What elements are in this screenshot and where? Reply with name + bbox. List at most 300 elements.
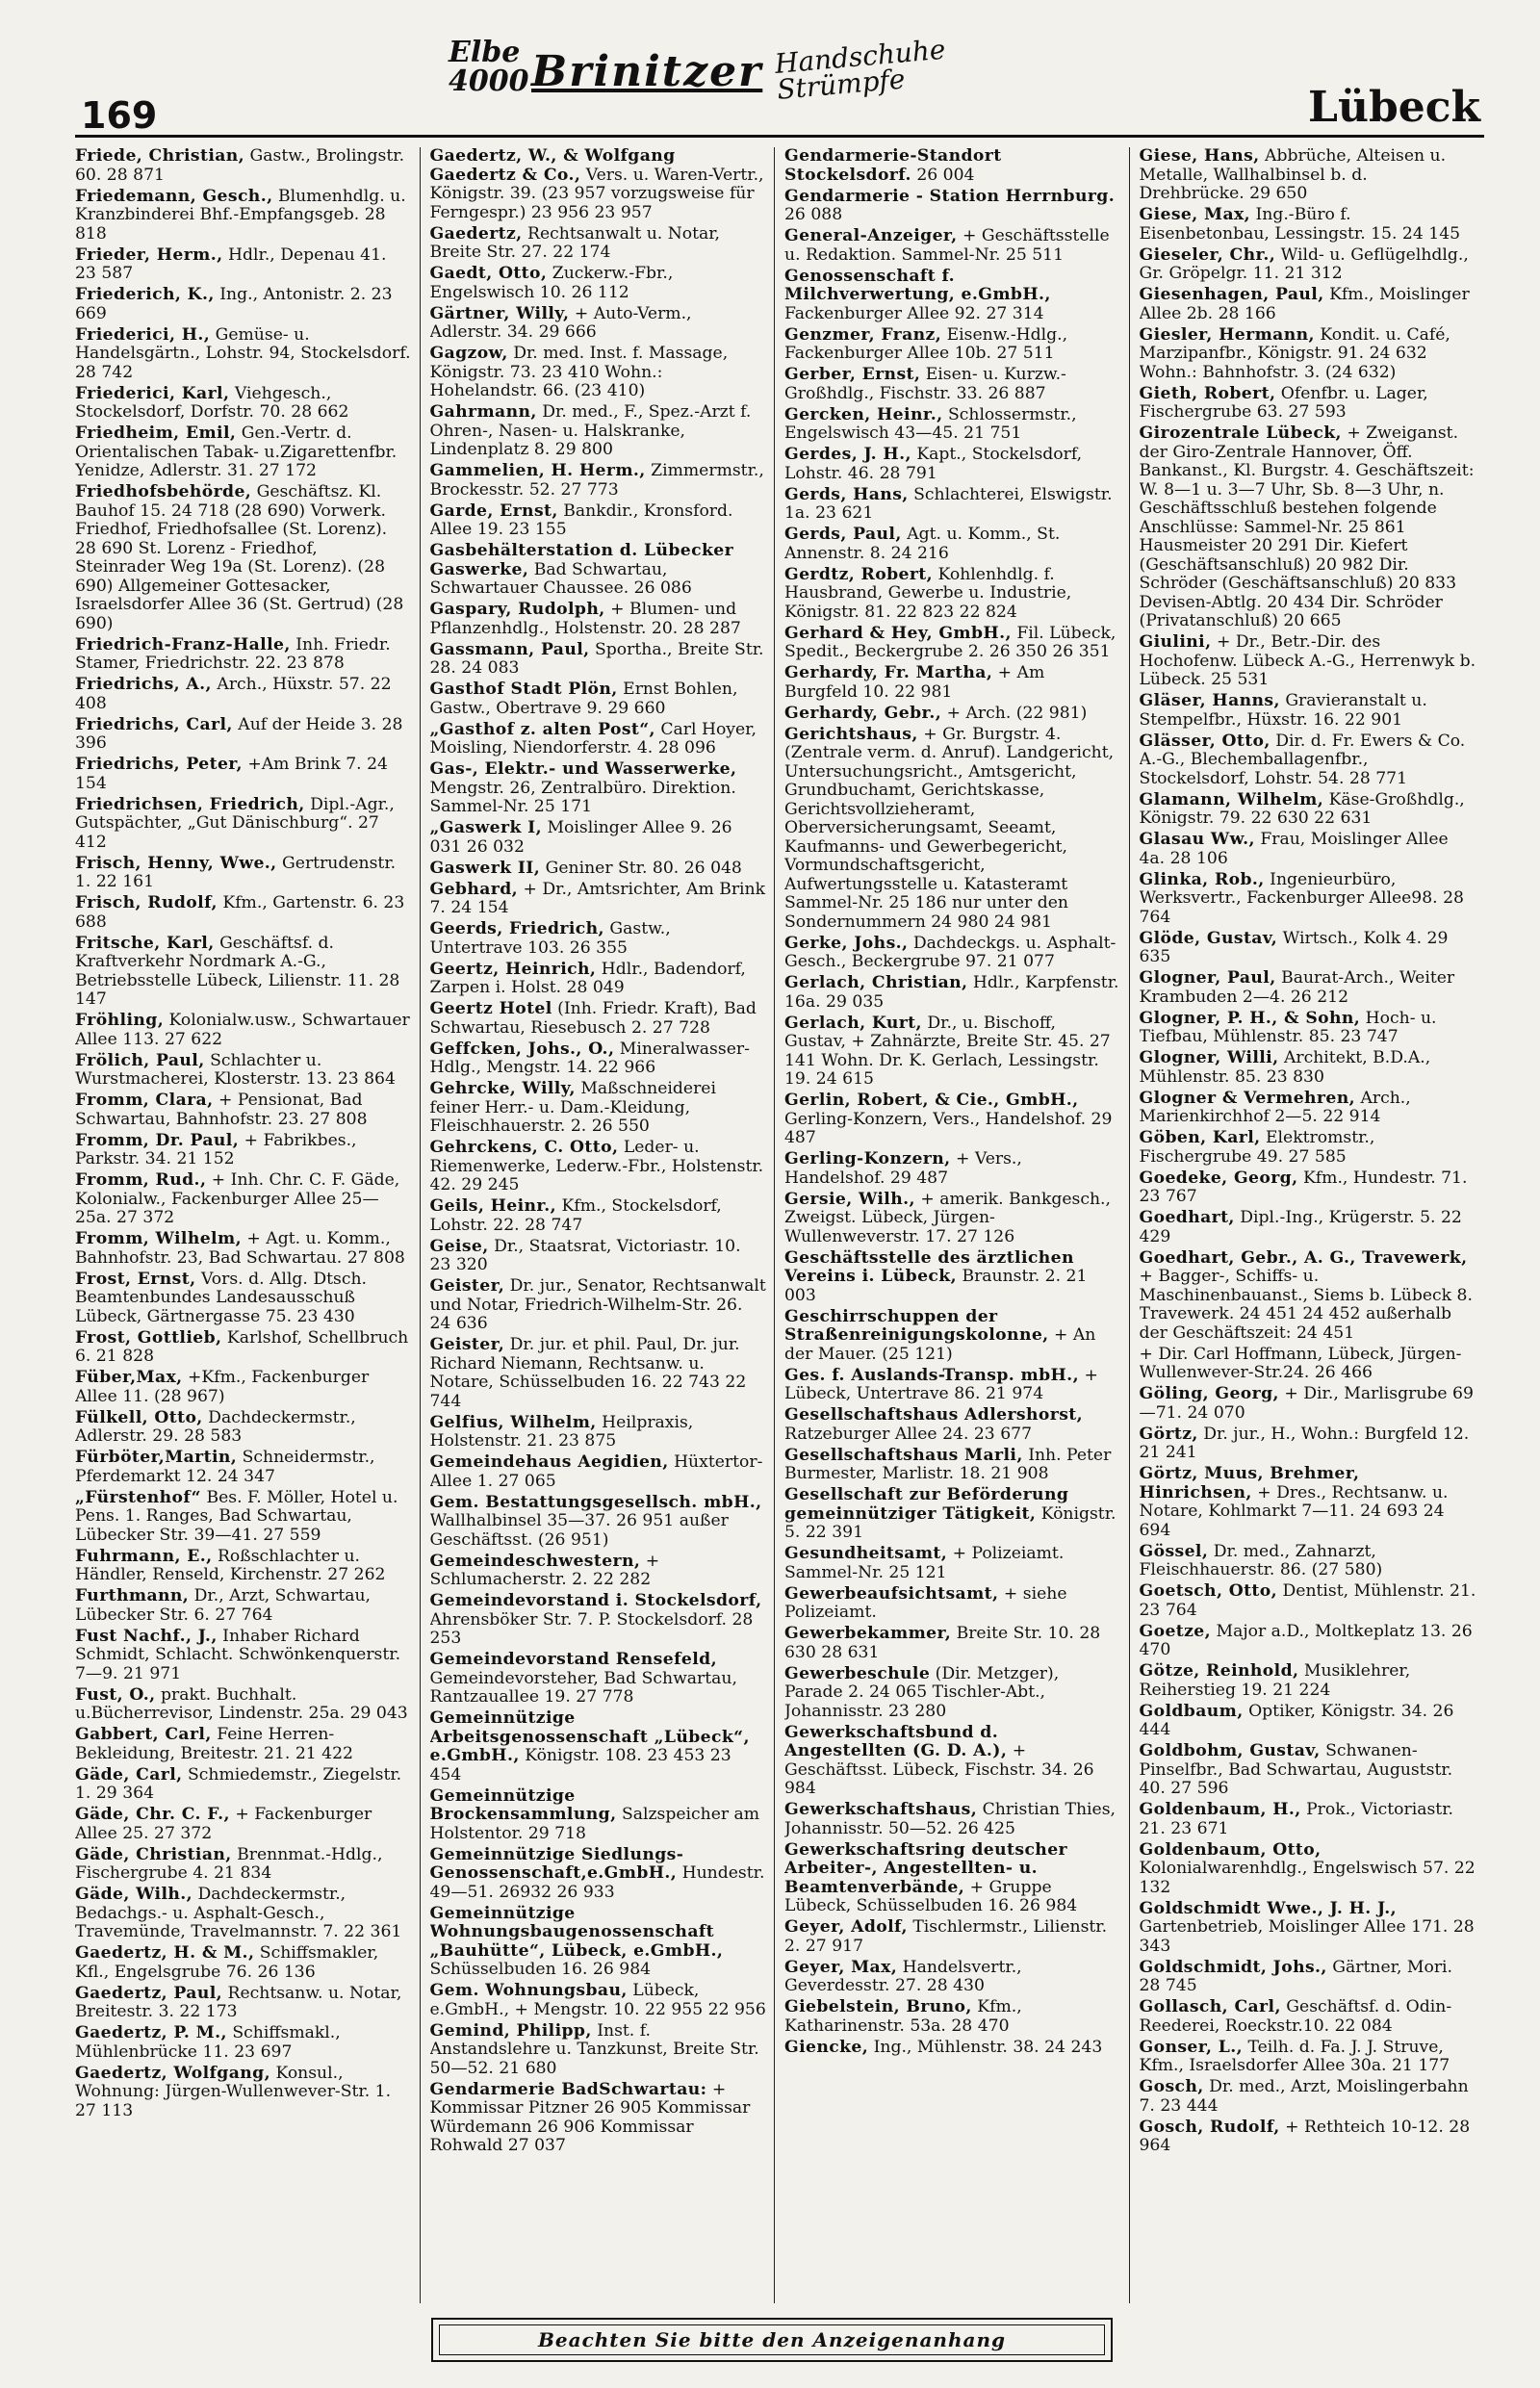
entry-details: Königstr. 5. 22 391: [784, 1503, 1116, 1542]
directory-entry: [430, 760, 767, 817]
entry-name: Gaedt, Otto,: [429, 264, 548, 283]
entry-details: Schmiedemstr., Ziegelstr. 1. 29 364: [75, 1764, 402, 1803]
entry-details: Gemüse- u. Handelsgärtn., Lohstr. 94, Stockelsdorf. 28 742: [75, 324, 411, 382]
entry-name: Gieth, Robert,: [1139, 383, 1276, 403]
entry-name: Gas-, Elektr.- und Wasserwerke,: [429, 759, 737, 779]
entry-name: Friedrichs, Carl,: [75, 714, 233, 734]
directory-entry: [1140, 1049, 1477, 1087]
entry-details: Inh. Peter Burmester, Marlistr. 18. 21 908: [784, 1445, 1112, 1483]
entry-name: Friedrichsen, Friedrich,: [75, 794, 305, 814]
entry-details: + Inh. Chr. C. F. Gäde, Kolonialw., Fackenburger Allee 25—25a. 27 372: [75, 1170, 400, 1227]
entry-name: Gesellschaftshaus Marli,: [784, 1445, 1023, 1465]
directory-entry: [784, 1367, 1121, 1404]
directory-entry: [784, 974, 1121, 1012]
entry-name: Glasau Ww.,: [1139, 830, 1255, 849]
directory-entry: [784, 446, 1121, 483]
entry-details: Frau, Moislinger Allee 4a. 28 106: [1139, 830, 1449, 868]
entry-details: Salzspeicher am Holstentor. 29 718: [429, 1805, 760, 1843]
entry-name: Gabbert, Carl,: [75, 1725, 212, 1744]
directory-entry: [1140, 1346, 1477, 1383]
entry-name: Friede, Christian,: [75, 147, 245, 166]
directory-entry: [75, 424, 412, 481]
directory-entry: [75, 326, 412, 383]
entry-name: Girozentrale Lübeck,: [1139, 424, 1342, 443]
entry-name: Gesellschaftshaus Adlershorst,: [784, 1405, 1084, 1425]
entry-details: Dr. jur., Senator, Rechtsanwalt und Notar, Friedrich-Wilhelm-Str. 26. 24 636: [429, 1276, 766, 1333]
entry-details: Moislinger Allee 9. 26 031 26 032: [429, 818, 732, 857]
entry-details: Musiklehrer, Reiherstieg 19. 21 224: [1139, 1661, 1411, 1700]
entry-name: Geertz, Heinrich,: [429, 959, 597, 979]
entry-details: + Gr. Burgstr. 4. (Zentrale verm. d. Anruf). Landgericht, Untersuchungsricht., Amtsgericht, Grundbuchamt, Gerichtskasse, Gerichtsvollzieheramt, Oberversicherungsamt, Seeamt, Kaufmanns- und Gewerbegericht, Vormundschaftsgericht, Aufwertungsstelle u. Katasteramt Sammel-Nr. 25 186 nur unter den Sondernummern 24 980 24 981: [784, 724, 1115, 932]
entry-name: Friederich, K.,: [75, 285, 215, 304]
entry-name: Gollasch, Carl,: [1139, 1997, 1281, 2016]
directory-entry: [1140, 1010, 1477, 1047]
entry-name: Gasthof Stadt Plön,: [429, 680, 618, 699]
entry-details: + Agt. u. Komm., Bahnhofstr. 23, Bad Schwartau. 27 808: [75, 1229, 405, 1268]
entry-name: Gärtner, Willy,: [429, 303, 570, 323]
entry-details: Hdlr., Depenau 41. 23 587: [75, 244, 387, 283]
directory-entry: [430, 1982, 767, 2019]
entry-name: Gerhardy, Fr. Martha,: [784, 663, 993, 682]
entry-details: Dr. med., Zahnarzt, Fleischhauerstr. 86. (27 580): [1139, 1541, 1383, 1579]
entry-name: Goldschmidt Wwe., J. H. J.,: [1139, 1898, 1398, 1918]
directory-entry: [784, 1998, 1121, 2036]
entry-details: Wirtsch., Kolk 4. 29 635: [1139, 928, 1449, 966]
directory-entry: [75, 1091, 412, 1129]
directory-entry: [1140, 1465, 1477, 1540]
entry-details: Bankdir., Kronsford. Allee 19. 23 155: [429, 501, 733, 539]
entry-name: Gendarmerie-Standort Stockelsdorf.: [784, 147, 1002, 185]
directory-entry: [784, 1585, 1121, 1623]
entry-details: Kolonialw.usw., Schwartauer Allee 113. 27 622: [75, 1011, 410, 1049]
directory-entry: [75, 1052, 412, 1090]
directory-entry: [75, 716, 412, 754]
entry-name: Gelfius, Wilhelm,: [429, 1412, 597, 1432]
directory-columns: [75, 147, 1484, 2303]
entry-details: + Dir., Marlisgrube 69—71. 24 070: [1139, 1384, 1474, 1423]
entry-name: Goldbohm, Gustav,: [1139, 1741, 1321, 1760]
directory-entry: [75, 2065, 412, 2121]
entry-name: Friedrich-Franz-Halle,: [75, 634, 291, 655]
directory-entry: [784, 1665, 1121, 1722]
entry-name: Gaedertz, W., & Wolfgang Gaedertz & Co.,: [429, 147, 676, 185]
directory-entry: [784, 188, 1121, 225]
entry-name: Genzmer, Franz,: [784, 324, 942, 345]
entry-name: Fromm, Wilhelm,: [75, 1229, 242, 1248]
directory-entry: [430, 819, 767, 857]
entry-details: Geniner Str. 80. 26 048: [545, 858, 742, 878]
directory-entry: [784, 566, 1121, 623]
entry-name: General-Anzeiger,: [784, 226, 958, 245]
directory-entry: [784, 726, 1121, 933]
entry-details: + amerik. Bankgesch., Zweigst. Lübeck, Jürgen-Wullenweverstr. 17. 27 126: [784, 1189, 1111, 1246]
directory-entry: [430, 721, 767, 758]
entry-name: Gerdes, J. H.,: [784, 445, 911, 464]
entry-name: Gemeindeschwestern,: [429, 1551, 641, 1571]
directory-entry: [784, 326, 1121, 364]
entry-name: Gäde, Carl,: [75, 1764, 183, 1785]
directory-column: [430, 147, 776, 2303]
entry-name: Geschirrschuppen der Straßenreinigungskolonne,: [784, 1306, 1049, 1345]
entry-name: Glässer, Otto,: [1139, 731, 1270, 751]
entry-name: „Fürstenhof“: [75, 1487, 201, 1507]
entry-name: Gesellschaft zur Beförderung gemeinnütziger Tätigkeit,: [784, 1485, 1069, 1524]
entry-details: + Schlumacherstr. 2. 22 282: [429, 1551, 660, 1589]
entry-details: + Auto-Verm., Adlerstr. 34. 29 666: [429, 303, 692, 342]
directory-entry: [1140, 1129, 1477, 1167]
directory-entry: [1140, 692, 1477, 730]
directory-entry: [430, 1494, 767, 1551]
entry-details: Ofenfbr. u. Lager, Fischergrube 63. 27 593: [1139, 383, 1428, 422]
entry-name: Gagzow,: [429, 344, 508, 363]
entry-details: Schiffsmakl., Mühlenbrücke 11. 23 697: [75, 2023, 341, 2062]
entry-details: (Inh. Friedr. Kraft), Bad Schwartau, Riesebusch 2. 27 728: [429, 999, 757, 1038]
entry-name: Gercken, Heinr.,: [784, 404, 943, 424]
entry-details: Dentist, Mühlenstr. 21. 23 764: [1139, 1581, 1476, 1620]
entry-details: Ing., Mühlenstr. 38. 24 243: [873, 2037, 1103, 2057]
entry-details: Geschäftsf. d. Odin-Reederei, Roeckstr.10. 22 084: [1139, 1997, 1452, 2036]
directory-entry: [784, 625, 1121, 662]
directory-entry: [75, 636, 412, 674]
directory-entry: [1140, 246, 1477, 284]
entry-name: Gemeinnützige Arbeitsgenossenschaft „Lübeck“, e.GmbH.,: [429, 1708, 750, 1765]
entry-name: Geerds, Friedrich,: [429, 919, 604, 938]
directory-entry: [784, 147, 1121, 185]
entry-details: Dr., u. Bischoff, Gustav, + Zahnärzte, Breite Str. 45. 27 141 Wohn. Dr. K. Gerlach, Lessingstr. 19. 24 615: [784, 1013, 1111, 1089]
entry-name: Gaedertz, Wolfgang,: [75, 2063, 270, 2083]
entry-details: Hdlr., Karpfenstr. 16a. 29 035: [784, 973, 1119, 1012]
entry-details: Leder- u. Riemenwerke, Lederw.-Fbr., Holstenstr. 42. 29 245: [429, 1138, 764, 1194]
entry-details: Inst. f. Anstandslehre u. Tanzkunst, Breite Str. 50—52. 21 680: [429, 2020, 759, 2078]
directory-entry: [430, 542, 767, 599]
entry-name: Gewerbeaufsichtsamt,: [784, 1583, 999, 1604]
entry-details: Eisenw.-Hdlg., Fackenburger Allee 10b. 27 511: [784, 324, 1068, 363]
entry-details: prakt. Buchhalt. u.Bücherrevisor, Lindenstr. 25a. 29 043: [75, 1684, 408, 1723]
entry-name: Frisch, Henny, Wwe.,: [75, 853, 277, 873]
entry-details: + Vers., Handelshof. 29 487: [784, 1149, 1022, 1188]
entry-name: „Gaswerk I,: [429, 818, 542, 837]
entry-details: Brennmat.-Hdlg., Fischergrube 4. 21 834: [75, 1844, 383, 1883]
directory-entry: [75, 1369, 412, 1406]
entry-name: Göling, Georg,: [1139, 1384, 1279, 1403]
entry-name: Gehrcke, Willy,: [429, 1079, 576, 1098]
directory-entry: [430, 1905, 767, 1980]
directory-entry: [1140, 1998, 1477, 2036]
entry-details: + Bagger-, Schiffs- u. Maschinenbauanst., Siems b. Lübeck 8. Travewerk. 24 451 24 452 außerhalb der Geschäftszeit: 24 451: [1139, 1267, 1473, 1343]
entry-details: Dachdeckgs. u. Asphalt-Gesch., Beckergrube 97. 21 077: [784, 933, 1116, 971]
entry-name: Gersie, Wilh.,: [784, 1189, 915, 1209]
entry-name: Giulini,: [1139, 632, 1212, 652]
directory-entry: [1140, 1249, 1477, 1344]
directory-entry: [430, 1592, 767, 1649]
entry-name: Glinka, Rob.,: [1139, 869, 1265, 889]
entry-details: Schneidermstr., Pferdemarkt 12. 24 347: [75, 1448, 375, 1486]
entry-details: + Fabrikbes., Parkstr. 34. 21 152: [75, 1130, 357, 1168]
directory-entry: [1140, 1582, 1477, 1620]
directory-entry: [75, 676, 412, 713]
entry-details: Schwanen-Pinselfbr., Bad Schwartau, Auguststr. 40. 27 596: [1139, 1741, 1453, 1798]
entry-details: Major a.D., Moltkeplatz 13. 26 470: [1139, 1621, 1473, 1659]
entry-name: Glamann, Wilhelm,: [1139, 789, 1324, 809]
directory-entry: [430, 1651, 767, 1708]
directory-entry: [1140, 2039, 1477, 2076]
entry-details: Gertrudenstr. 1. 22 161: [75, 853, 397, 891]
entry-name: Gerhard & Hey, GmbH.,: [784, 623, 1012, 643]
directory-entry: [75, 1726, 412, 1763]
directory-entry: [1140, 969, 1477, 1007]
entry-name: Gaedertz, P. M.,: [75, 2023, 227, 2042]
directory-entry: [1140, 871, 1477, 928]
directory-entry: [784, 1308, 1121, 1365]
footer-notice: [431, 2318, 1113, 2362]
entry-name: Geister,: [429, 1335, 505, 1354]
entry-name: Gem. Bestattungsgesellsch. mbH.,: [429, 1492, 762, 1512]
entry-name: Gewerkschaftsring deutscher Arbeiter-, Angestellten- u. Beamtenverbände,: [784, 1839, 1067, 1897]
directory-entry: [430, 1197, 767, 1235]
entry-details: +Am Brink 7. 24 154: [75, 755, 388, 793]
directory-entry: [430, 1553, 767, 1590]
entry-name: Goetsch, Otto,: [1139, 1581, 1278, 1601]
entry-details: Sportha., Breite Str. 28. 24 083: [429, 639, 764, 678]
directory-entry: [430, 1040, 767, 1078]
entry-name: Gewerkschaftshaus,: [784, 1800, 978, 1819]
entry-details: + Arch. (22 981): [946, 703, 1088, 723]
entry-name: Frost, Ernst,: [75, 1269, 196, 1289]
directory-entry: [430, 860, 767, 879]
entry-name: Gläser, Hanns,: [1139, 691, 1280, 710]
directory-entry: [430, 1846, 767, 1903]
entry-name: Gahrmann,: [429, 402, 537, 422]
entry-name: Gerds, Paul,: [784, 525, 902, 544]
entry-name: Gaswerk II,: [429, 858, 541, 878]
directory-entry: [75, 1886, 412, 1942]
directory-entry: [75, 1587, 412, 1625]
city-title: Lübeck: [1308, 83, 1480, 132]
directory-entry: [784, 1447, 1121, 1484]
entry-name: „Gasthof z. alten Post“,: [429, 719, 655, 739]
directory-entry: [430, 1277, 767, 1334]
entry-details: + An der Mauer. (25 121): [784, 1325, 1096, 1364]
entry-details: Inh. Friedr. Stamer, Friedrichstr. 22. 23 878: [75, 634, 391, 673]
entry-details: Feine Herren-Bekleidung, Breitestr. 21. 21 422: [75, 1725, 353, 1763]
entry-name: Gerichtshaus,: [784, 724, 918, 744]
entry-name: Fürböter,Martin,: [75, 1448, 238, 1467]
entry-details: Bad Schwartau, Schwartauer Chaussee. 26 086: [429, 559, 692, 598]
entry-details: Dipl.-Ing., Krügerstr. 5. 22 429: [1139, 1208, 1462, 1246]
entry-name: Goldbaum,: [1139, 1701, 1244, 1721]
entry-name: Fust Nachf., J.,: [75, 1626, 218, 1646]
entry-details: Maßschneiderei feiner Herr.- u. Dam.-Kleidung, Fleischhauerstr. 2. 26 550: [429, 1079, 716, 1136]
directory-entry: [1140, 1662, 1477, 1700]
entry-details: Breite Str. 10. 28 630 28 631: [784, 1624, 1101, 1662]
entry-details: Agt. u. Komm., St. Annenstr. 8. 24 216: [784, 525, 1061, 563]
directory-entry: [1140, 1623, 1477, 1660]
directory-entry: [784, 1150, 1121, 1188]
entry-name: Gerds, Hans,: [784, 484, 909, 504]
entry-details: Prok., Victoriastr. 21. 23 671: [1139, 1800, 1454, 1838]
directory-entry: [430, 641, 767, 679]
entry-details: Ahrensböker Str. 7. P. Stockelsdorf. 28 253: [429, 1609, 754, 1648]
entry-details: 26 088: [784, 205, 843, 224]
entry-name: Füber,Max,: [75, 1368, 183, 1387]
entry-name: Geyer, Max,: [784, 1957, 898, 1977]
directory-entry: [75, 385, 412, 423]
entry-details: Kapt., Stockelsdorf, Lohstr. 46. 28 791: [784, 445, 1083, 483]
entry-name: Frieder, Herm.,: [75, 244, 223, 265]
entry-name: Gaedertz, H. & M.,: [75, 1943, 255, 1963]
entry-details: Ingenieurbüro, Werksvertr., Fackenburger Allee98. 28 764: [1139, 869, 1464, 927]
directory-entry: [75, 1449, 412, 1486]
entry-details: Mineralwasser-Hdlg., Mengstr. 14. 22 966: [429, 1039, 750, 1077]
entry-details: + Pensionat, Bad Schwartau, Bahnhofstr. 23. 27 808: [75, 1091, 368, 1129]
directory-entry: [75, 246, 412, 284]
directory-entry: [1140, 633, 1477, 690]
entry-details: Hundestr. 49—51. 26932 26 933: [429, 1863, 765, 1902]
entry-name: Gewerbekammer,: [784, 1624, 952, 1643]
directory-entry: [1140, 831, 1477, 868]
entry-details: Optiker, Königstr. 34. 26 444: [1139, 1701, 1454, 1739]
directory-entry: [1140, 1385, 1477, 1423]
directory-entry: [75, 2024, 412, 2062]
entry-name: Gerber, Ernst,: [784, 365, 921, 384]
entry-details: Zuckerw.-Fbr., Engelswisch 10. 26 112: [429, 264, 674, 302]
entry-name: Goedhart,: [1139, 1208, 1235, 1227]
directory-entry: [1140, 286, 1477, 323]
entry-details: Dipl.-Agr., Gutspächter, „Gut Dänischburg“. 27 412: [75, 794, 395, 852]
directory-entry: [784, 705, 1121, 724]
entry-name: Genossenschaft f. Milchverwertung, e.GmbH.,: [784, 266, 1051, 304]
entry-name: Frost, Gottlieb,: [75, 1327, 222, 1348]
directory-entry: [75, 1628, 412, 1684]
entry-details: Gen.-Vertr. d. Orientalischen Tabak- u.Zigarettenfbr. Yenidze, Adlerstr. 31. 27 172: [75, 424, 398, 480]
directory-entry: [784, 1918, 1121, 1956]
directory-entry: [430, 1080, 767, 1137]
directory-entry: [430, 2022, 767, 2079]
entry-details: Baurat-Arch., Weiter Krambuden 2—4. 26 212: [1139, 968, 1455, 1007]
entry-details: Zimmermstr., Brockesstr. 52. 27 773: [429, 461, 764, 500]
directory-entry: [75, 1985, 412, 2022]
entry-details: Vors. d. Allg. Dtsch. Beamtenbundes Landesausschuß Lübeck, Gärtnergasse 75. 23 430: [75, 1269, 368, 1326]
directory-entry: [75, 1944, 412, 1982]
entry-details: Kolonialwarenhdlg., Engelswisch 57. 22 132: [1139, 1859, 1476, 1897]
entry-details: Teilh. d. Fa. J. J. Struve, Kfm., Israelsdorfer Allee 30a. 21 177: [1139, 2037, 1450, 2075]
entry-name: Giesler, Hermann,: [1139, 324, 1315, 345]
entry-name: Friedemann, Gesch.,: [75, 186, 273, 206]
directory-entry: [1140, 1425, 1477, 1463]
directory-entry: [430, 1139, 767, 1195]
entry-name: Gäde, Wilh.,: [75, 1885, 193, 1904]
entry-name: Gerlach, Christian,: [784, 973, 968, 992]
directory-entry: [784, 1545, 1121, 1582]
directory-entry: [75, 147, 412, 185]
entry-details: Wallhalbinsel 35—37. 26 951 außer Geschäftsst. (26 951): [429, 1511, 729, 1550]
entry-details: Hüxtertor-Allee 1. 27 065: [429, 1452, 763, 1491]
directory-column: [75, 147, 421, 2303]
entry-details: Vers. u. Waren-Vertr., Königstr. 39. (23 957 vorzugsweise für Ferngespr.) 23 956 23 957: [429, 165, 764, 222]
directory-entry: [784, 486, 1121, 524]
entry-details: Dachdeckermstr., Adlerstr. 29. 28 583: [75, 1407, 356, 1446]
entry-details: Dr. jur., H., Wohn.: Burgfeld 12. 21 241: [1139, 1424, 1470, 1462]
entry-details: Arch., Hüxstr. 57. 22 408: [75, 675, 392, 713]
directory-entry: [1140, 1801, 1477, 1838]
entry-details: Blumenhdlg. u. Kranzbinderei Bhf.-Empfangsgeb. 28 818: [75, 186, 406, 244]
entry-name: Gäde, Christian,: [75, 1844, 232, 1864]
directory-entry: [784, 1841, 1121, 1916]
entry-name: Furthmann,: [75, 1586, 190, 1605]
entry-name: Fröhling,: [75, 1011, 165, 1030]
directory-entry: [75, 1489, 412, 1546]
entry-name: Gaedertz, Paul,: [75, 1983, 223, 2003]
entry-details: Rechtsanw. u. Notar, Breitestr. 3. 22 173: [75, 1983, 402, 2021]
directory-entry: [784, 1724, 1121, 1799]
entry-name: Giesenhagen, Paul,: [1139, 285, 1324, 304]
entry-details: + Dir. Carl Hoffmann, Lübeck, Jürgen-Wullenwever-Str.24. 26 466: [1139, 1344, 1462, 1382]
entry-name: Glogner, Paul,: [1139, 968, 1276, 988]
entry-name: Göben, Karl,: [1139, 1128, 1261, 1147]
page-number: 169: [81, 94, 158, 137]
entry-name: Gosch, Rudolf,: [1139, 2117, 1280, 2137]
directory-entry: [430, 305, 767, 343]
entry-name: Friedrichs, A.,: [75, 675, 212, 694]
entry-details: 26 004: [916, 165, 975, 185]
entry-details: Geschäftsz. Kl. Bauhof 15. 24 718 (28 690) Vorwerk. Friedhof, Friedhofsallee (St. Lorenz). 28 690 St. Lorenz - Friedhof, Steinrader Weg 19a (St. Lorenz). (28 690) Allgemeiner Gottesacker, Israelsdorfer Allee 36 (St. Gertrud) (28 690): [75, 482, 404, 633]
entry-name: Fromm, Rud.,: [75, 1170, 207, 1190]
entry-details: Dachdeckermstr., Bedachgs.- u. Asphalt-Gesch., Travemünde, Travelmannstr. 7. 22 361: [75, 1885, 402, 1941]
entry-name: Gehrckens, C. Otto,: [429, 1138, 619, 1157]
entry-details: Kfm., Stockelsdorf, Lohstr. 22. 28 747: [429, 1196, 722, 1235]
entry-details: Gemeindevorsteher, Bad Schwartau, Rantzauallee 19. 27 778: [429, 1668, 737, 1707]
directory-entry: [784, 1959, 1121, 1996]
entry-name: Gaedertz,: [429, 223, 523, 244]
directory-entry: [784, 1801, 1121, 1838]
entry-name: Goldenbaum, H.,: [1139, 1800, 1301, 1819]
entry-name: Frisch, Rudolf,: [75, 893, 218, 912]
entry-details: Elektromstr., Fischergrube 49. 27 585: [1139, 1128, 1375, 1167]
entry-details: Dr. med., F., Spez.-Arzt f. Ohren-, Nasen- u. Halskranke, Lindenplatz 8. 29 800: [429, 402, 752, 459]
directory-entry: [430, 502, 767, 540]
entry-name: Gerdtz, Robert,: [784, 564, 934, 584]
directory-entry: [430, 462, 767, 500]
directory-entry: [1140, 1742, 1477, 1799]
entry-name: Ges. f. Auslands-Transp. mbH.,: [784, 1365, 1079, 1385]
entry-name: Geschäftsstelle des ärztlichen Vereins i. Lübeck,: [784, 1247, 1074, 1286]
directory-entry: [1140, 791, 1477, 829]
directory-entry: [430, 1238, 767, 1275]
entry-name: Gosch,: [1139, 2077, 1204, 2096]
directory-entry: [430, 961, 767, 998]
entry-name: Gesundheitsamt,: [784, 1544, 948, 1563]
directory-entry: [430, 265, 767, 302]
entry-details: + Dr., Betr.-Dir. des Hochofenw. Lübeck A.-G., Herrenwyk b. Lübeck. 25 531: [1139, 632, 1476, 689]
entry-details: Schüsselbuden 16. 26 984: [429, 1960, 652, 1979]
directory-entry: [1140, 1900, 1477, 1957]
directory-entry: [430, 1336, 767, 1411]
entry-details: + Blumen- und Pflanzenhdlg., Holstenstr. 20. 28 287: [429, 600, 741, 638]
entry-name: Geyer, Adolf,: [784, 1917, 908, 1937]
directory-entry: [1140, 930, 1477, 967]
directory-entry: [430, 1414, 767, 1451]
entry-details: + Rethteich 10-12. 28 964: [1139, 2117, 1471, 2155]
entry-details: Königstr. 108. 23 453 23 454: [429, 1746, 732, 1785]
entry-name: Fülkell, Otto,: [75, 1407, 203, 1427]
directory-entry: [75, 1329, 412, 1367]
entry-details: + Geschäftsstelle u. Redaktion. Sammel-Nr. 25 511: [784, 226, 1110, 265]
entry-details: + Geschäftsst. Lübeck, Fischstr. 34. 26 984: [784, 1741, 1094, 1798]
entry-name: Friedhofsbehörde,: [75, 482, 252, 501]
entry-name: Gemeindehaus Aegidien,: [429, 1452, 669, 1472]
entry-name: Geister,: [429, 1276, 505, 1296]
entry-details: Fackenburger Allee 92. 27 314: [784, 303, 1044, 323]
